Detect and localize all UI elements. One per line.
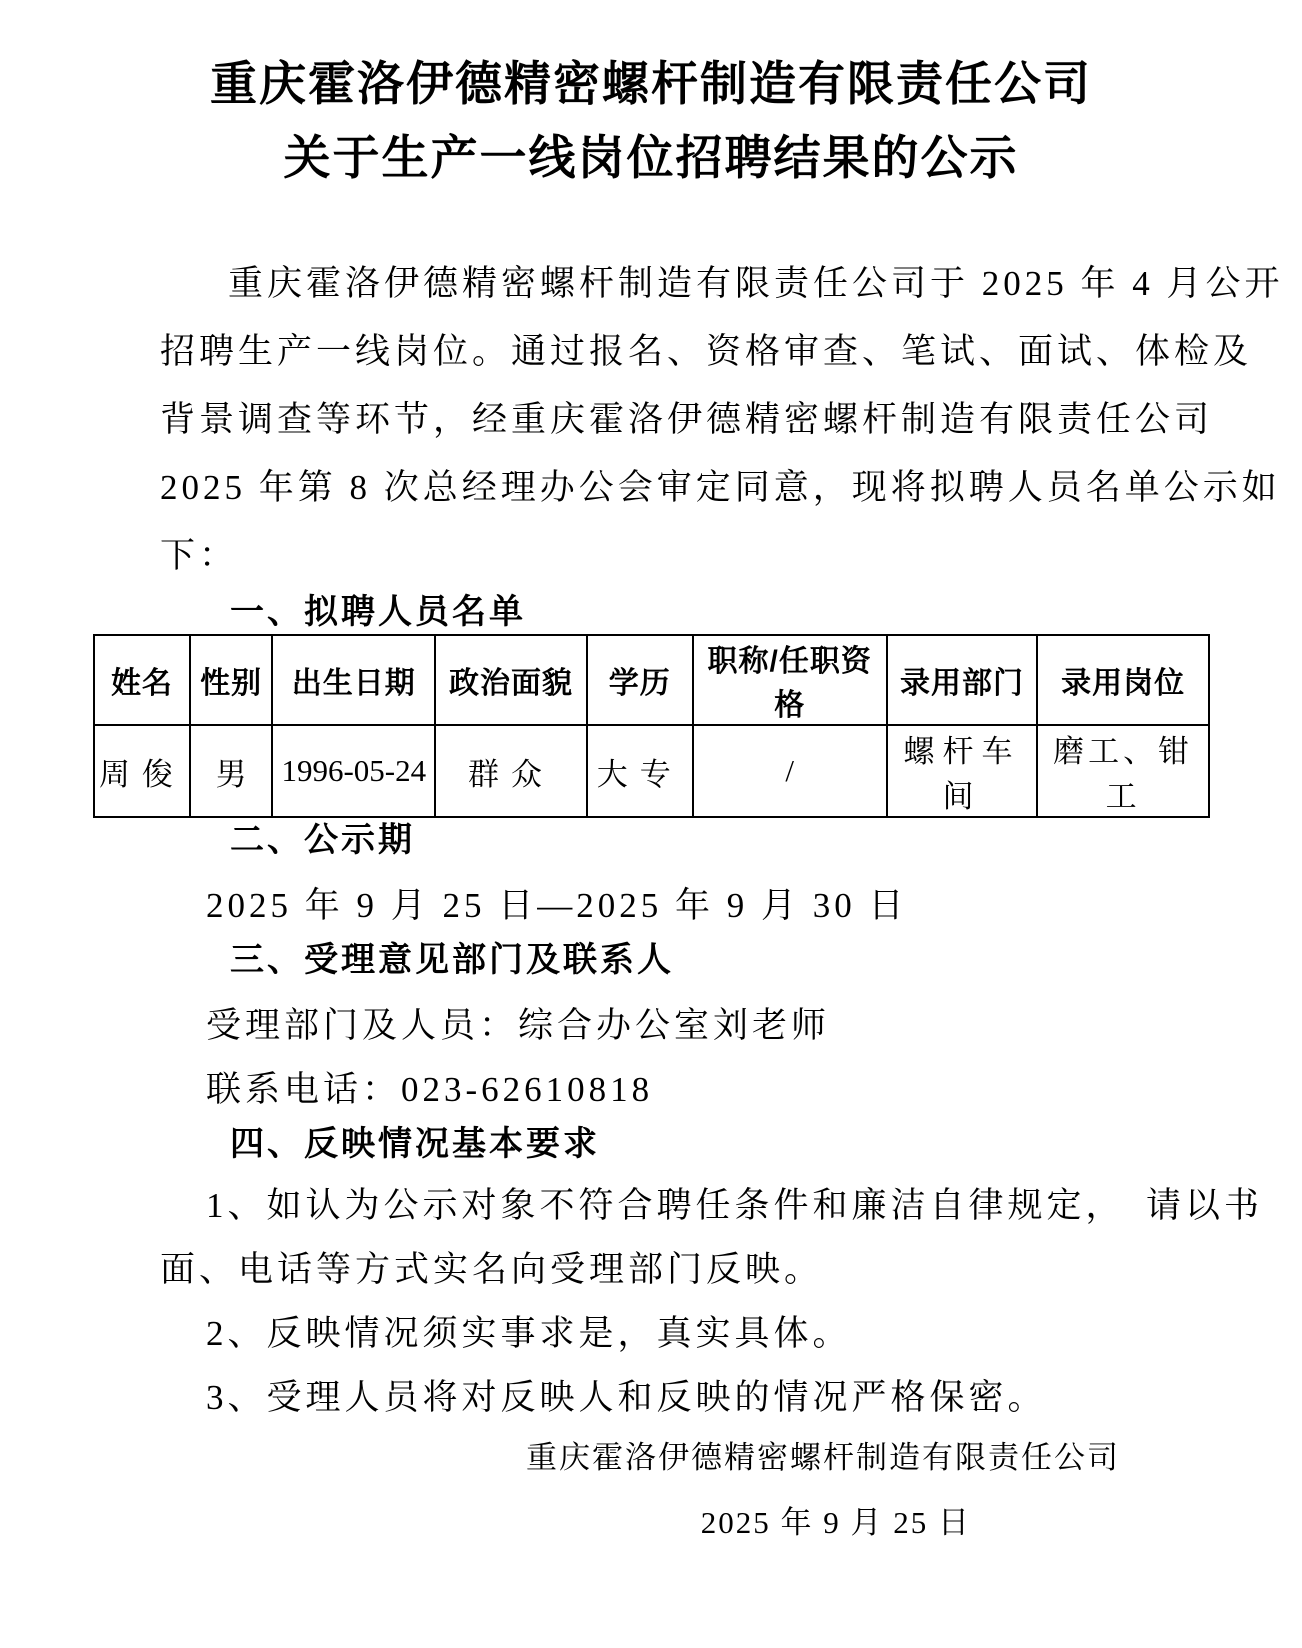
section-2-heading: 二、公示期 xyxy=(230,821,415,859)
roster-cell-department: 螺杆车间 xyxy=(887,725,1038,817)
section-3-heading: 三、受理意见部门及联系人 xyxy=(230,941,674,979)
table-row xyxy=(94,725,1209,817)
section-4-heading: 四、反映情况基本要求 xyxy=(230,1125,600,1163)
roster-header-row xyxy=(94,635,1209,725)
contact-department-line: 受理部门及人员：综合办公室刘老师 xyxy=(206,1006,831,1045)
contact-phone-line: 联系电话：023-62610818 xyxy=(206,1070,654,1109)
page-title xyxy=(0,48,1302,196)
roster-header-qualification: 职称/任职资格 xyxy=(693,635,887,725)
roster-header-birthdate: 出生日期 xyxy=(272,635,435,725)
signature-company: 重庆霍洛伊德精密螺杆制造有限责任公司 xyxy=(526,1440,1120,1475)
section-1-heading: 一、拟聘人员名单 xyxy=(230,593,526,631)
page-title-line1: 重庆霍洛伊德精密螺杆制造有限责任公司 xyxy=(210,59,1092,111)
roster-cell-gender: 男 xyxy=(190,725,273,817)
signature-date: 2025 年 9 月 25 日 xyxy=(700,1505,971,1540)
roster-cell-education: 大专 xyxy=(587,725,693,817)
publicity-period: 2025 年 9 月 25 日—2025 年 9 月 30 日 xyxy=(206,886,908,925)
intro-line: 重庆霍洛伊德精密螺杆制造有限责任公司于 2025 年 4 月公开 xyxy=(228,264,1284,303)
intro-line: 2025 年第 8 次总经理办公会审定同意，现将拟聘人员名单公示如 xyxy=(160,468,1281,507)
intro-line: 下： xyxy=(160,536,239,575)
roster-cell-birthdate: 1996-05-24 xyxy=(272,725,435,817)
roster-cell-position: 磨工、钳工 xyxy=(1037,725,1209,817)
requirement-item-1-line-1: 1、如认为公示对象不符合聘任条件和廉洁自律规定， 请以书 xyxy=(206,1186,1264,1225)
requirement-item-1-line-2: 面、电话等方式实名向受理部门反映。 xyxy=(160,1250,824,1289)
intro-paragraph xyxy=(160,250,1284,590)
roster-header-political-status: 政治面貌 xyxy=(435,635,587,725)
roster-header-gender: 性别 xyxy=(190,635,273,725)
roster-header-position: 录用岗位 xyxy=(1037,635,1209,725)
roster-header-name: 姓名 xyxy=(94,635,190,725)
requirement-item-2: 2、反映情况须实事求是，真实具体。 xyxy=(206,1314,852,1353)
roster-header-education: 学历 xyxy=(587,635,693,725)
roster-cell-qualification: / xyxy=(693,725,887,817)
roster-table xyxy=(93,634,1210,818)
intro-line: 背景调查等环节，经重庆霍洛伊德精密螺杆制造有限责任公司 xyxy=(160,400,1214,439)
announcement-document xyxy=(0,48,1302,1551)
page-title-line2: 关于生产一线岗位招聘结果的公示 xyxy=(283,133,1019,185)
roster-cell-political-status: 群众 xyxy=(435,725,587,817)
requirement-item-3: 3、受理人员将对反映人和反映的情况严格保密。 xyxy=(206,1378,1047,1417)
roster-cell-name: 周俊 xyxy=(94,725,190,817)
intro-line: 招聘生产一线岗位。通过报名、资格审查、笔试、面试、体检及 xyxy=(160,332,1253,371)
roster-header-department: 录用部门 xyxy=(887,635,1038,725)
